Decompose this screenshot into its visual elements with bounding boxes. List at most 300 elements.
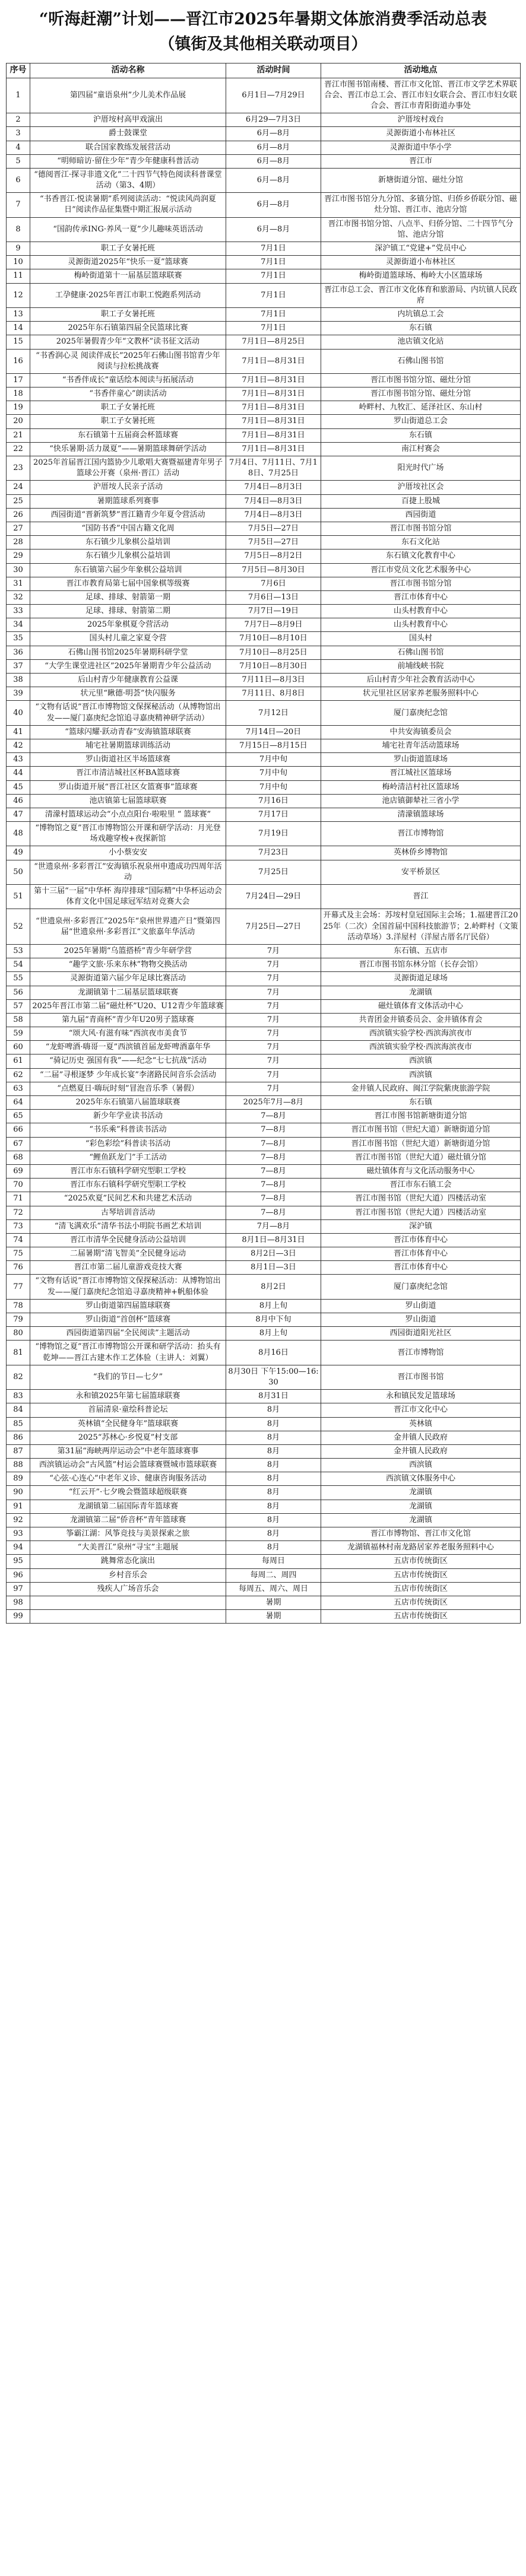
cell-time: 8月	[226, 1403, 321, 1417]
table-row	[7, 1096, 521, 1110]
cell-time: 7—8月	[226, 1179, 321, 1192]
cell-name: 晋江市东石镇科学研究型职工学校	[30, 1164, 226, 1178]
cell-no: 76	[7, 1261, 30, 1275]
cell-name: “书香润心灵 阅读伴成长”2025年石佛山图书馆青少年阅读与拉松挑战赛	[30, 349, 226, 373]
table-row	[7, 674, 521, 687]
cell-no: 30	[7, 563, 30, 577]
cell-name: “文物有话说”晋江市博物馆文保探秘活动（从博物馆出发——厦门嘉庚纪念馆追寻嘉庚精神研学活动）	[30, 701, 226, 725]
cell-name: 梅岭街道第十一届基层篮球联赛	[30, 269, 226, 283]
table-row	[7, 168, 521, 192]
cell-name: “博物馆之夏”晋江市博物馆公开课和研学活动：月光登场戏趣穿梭+夜探新馆	[30, 822, 226, 846]
cell-name: 沪厝垵村高甲戏演出	[30, 113, 226, 127]
table-row	[7, 563, 521, 577]
cell-location: 晋江	[321, 885, 521, 909]
cell-location: 沪厝垵社区会	[321, 481, 521, 494]
table-row	[7, 217, 521, 242]
cell-location: 金井镇人民政府	[321, 1431, 521, 1444]
cell-name: “书香晋江·悦读暑期”系列阅读活动：“悦读风尚润夏日”阅读作品征集暨中期汇报展示活动	[30, 193, 226, 217]
table-row	[7, 577, 521, 590]
table-row	[7, 256, 521, 269]
cell-time: 6月1日—7月29日	[226, 78, 321, 113]
cell-no: 2	[7, 113, 30, 127]
cell-time: 7月6日—13日	[226, 590, 321, 604]
cell-location: 西滨镇	[321, 1459, 521, 1472]
cell-location: 晋江市文化中心	[321, 1403, 521, 1417]
cell-name: 罗山街道“首创杯”篮球赛	[30, 1313, 226, 1327]
cell-time: 8月	[226, 1472, 321, 1486]
cell-time: 7—8月	[226, 1110, 321, 1123]
cell-no: 52	[7, 909, 30, 945]
cell-name: 东石镇第十五届商会杯篮球赛	[30, 428, 226, 442]
table-row	[7, 1110, 521, 1123]
cell-name: “心弦·心连心”中老年义诊、健康咨询服务活动	[30, 1472, 226, 1486]
table-row	[7, 1123, 521, 1137]
table-row	[7, 1041, 521, 1054]
cell-name: “2025欢夏”民间艺术和共建艺术活动	[30, 1192, 226, 1206]
cell-location: 龙湖镇	[321, 1486, 521, 1500]
cell-location: 罗山街道总工会	[321, 415, 521, 428]
cell-time: 7月4日—8月3日	[226, 481, 321, 494]
table-row	[7, 822, 521, 846]
table-row	[7, 1082, 521, 1095]
cell-time: 7月4日—8月3日	[226, 494, 321, 508]
cell-location: 中共安海镇委员会	[321, 725, 521, 739]
cell-name: “大学生课堂进社区”2025年暑期青少年公益活动	[30, 659, 226, 673]
cell-no: 65	[7, 1110, 30, 1123]
cell-time: 7月	[226, 999, 321, 1013]
table-row	[7, 141, 521, 154]
cell-time: 8月30日 下午15:00—16:30	[226, 1365, 321, 1389]
cell-no: 59	[7, 1027, 30, 1041]
cell-name: 晋江市东石镇科学研究型职工学校	[30, 1179, 226, 1192]
cell-location: 晋江市博物馆、晋江市文化馆	[321, 1527, 521, 1541]
table-row	[7, 1233, 521, 1247]
table-row	[7, 725, 521, 739]
cell-no: 39	[7, 687, 30, 701]
cell-time: 6月—8月	[226, 217, 321, 242]
table-row	[7, 1472, 521, 1486]
table-row	[7, 701, 521, 725]
cell-no: 51	[7, 885, 30, 909]
cell-time: 7月5日—27日	[226, 536, 321, 549]
table-row	[7, 242, 521, 256]
cell-time: 8月1日—3日	[226, 1261, 321, 1275]
cell-time: 每周二、周四	[226, 1568, 321, 1582]
cell-no: 90	[7, 1486, 30, 1500]
cell-no: 75	[7, 1247, 30, 1261]
cell-no: 50	[7, 860, 30, 884]
table-row	[7, 780, 521, 794]
cell-name: 职工子女暑托班	[30, 307, 226, 321]
cell-location: 晋江市图书馆分馆	[321, 522, 521, 535]
cell-time: 7月10日—8月25日	[226, 646, 321, 659]
cell-no: 36	[7, 646, 30, 659]
table-row	[7, 442, 521, 456]
cell-name: 乡村音乐会	[30, 1568, 226, 1582]
cell-name: “二届”寻根逐梦 少年成长宴”李渚路民间音乐会活动	[30, 1068, 226, 1082]
cell-time: 7月5日—8月30日	[226, 563, 321, 577]
cell-time: 6月—8月	[226, 168, 321, 192]
cell-no: 54	[7, 958, 30, 972]
cell-location: 磁灶镇体育与文化活动服务中心	[321, 1164, 521, 1178]
table-row	[7, 154, 521, 168]
cell-time: 7—8月	[226, 1206, 321, 1219]
cell-time: 7月1日—8月31日	[226, 401, 321, 415]
cell-location: 状元里社区居家养老服务照料中心	[321, 687, 521, 701]
cell-name: “龙虾啤酒·嗨哥一夏”西滨镇首届龙虾啤酒嘉年华	[30, 1041, 226, 1054]
cell-location: 西滨镇	[321, 1068, 521, 1082]
document-subtitle: （镇街及其他相关联动项目）	[159, 35, 367, 53]
cell-time: 8月	[226, 1513, 321, 1527]
cell-no: 23	[7, 456, 30, 481]
cell-location: 共青团金井镇委员会、金井镇体育会	[321, 1013, 521, 1027]
cell-time: 8月	[226, 1459, 321, 1472]
table-row	[7, 549, 521, 563]
cell-no: 61	[7, 1054, 30, 1068]
cell-location: 东石镇	[321, 1096, 521, 1110]
cell-no: 44	[7, 767, 30, 780]
cell-name: “点燃夏日·嗨玩时刻”冒泡音乐季（暑假）	[30, 1082, 226, 1095]
cell-location: 五店市传统街区	[321, 1582, 521, 1596]
cell-name: 晋江市第二届儿童游戏竞技大赛	[30, 1261, 226, 1275]
cell-no: 91	[7, 1500, 30, 1513]
cell-location: 龙湖镇	[321, 1500, 521, 1513]
cell-location: 晋江市博物馆	[321, 1341, 521, 1365]
cell-name: “国防书香”中国古籍文化周	[30, 522, 226, 535]
cell-no: 26	[7, 508, 30, 522]
cell-name: 灵源街道2025年“快乐一夏”篮球赛	[30, 256, 226, 269]
cell-location: 五店市传统街区	[321, 1596, 521, 1609]
cell-no: 67	[7, 1137, 30, 1151]
table-row	[7, 127, 521, 141]
cell-no: 21	[7, 428, 30, 442]
cell-name: “书香伴成长”童话绘本阅读与拓展活动	[30, 373, 226, 387]
cell-time: 8月16日	[226, 1341, 321, 1365]
cell-name: 埔宅社暑期篮球训练活动	[30, 739, 226, 752]
table-body	[7, 78, 521, 1624]
cell-name: “清飞满欢乐”清华书法小明院书画艺术培训	[30, 1219, 226, 1233]
cell-no: 69	[7, 1164, 30, 1178]
cell-name: “鲤鱼跃龙门”手工活动	[30, 1151, 226, 1164]
cell-no: 93	[7, 1527, 30, 1541]
table-row	[7, 1513, 521, 1527]
cell-location: 晋江城社区篮球场	[321, 767, 521, 780]
cell-time: 7—8月	[226, 1164, 321, 1178]
table-row	[7, 1027, 521, 1041]
cell-time: 7月	[226, 1082, 321, 1095]
table-row	[7, 972, 521, 986]
table-row	[7, 1054, 521, 1068]
cell-name: 石佛山图书馆2025年暑期科研学堂	[30, 646, 226, 659]
cell-time: 7月19日	[226, 822, 321, 846]
cell-name: 爵士鼓课堂	[30, 127, 226, 141]
cell-time: 7月5日—8月2日	[226, 549, 321, 563]
cell-name: “彩色彩绘”科普读书活动	[30, 1137, 226, 1151]
table-row	[7, 1500, 521, 1513]
cell-no: 87	[7, 1444, 30, 1458]
cell-location: 东石镇文化教育中心	[321, 549, 521, 563]
cell-name: 暑期篮球系列赛事	[30, 494, 226, 508]
table-row	[7, 753, 521, 767]
cell-name: 罗山街道社区半场篮球赛	[30, 753, 226, 767]
cell-name: 国头村儿童之家夏令营	[30, 632, 226, 646]
cell-time: 每周日	[226, 1555, 321, 1568]
cell-name: 2025年暑假青少年“文教杯”读书征文活动	[30, 335, 226, 349]
cell-no: 8	[7, 217, 30, 242]
cell-time: 7月15日—8月15日	[226, 739, 321, 752]
cell-no: 32	[7, 590, 30, 604]
cell-time: 7月23日	[226, 846, 321, 860]
cell-no: 63	[7, 1082, 30, 1095]
cell-time: 7月	[226, 1013, 321, 1027]
cell-location: 东石文化站	[321, 536, 521, 549]
cell-name: 跳舞常态化演出	[30, 1555, 226, 1568]
cell-name: 东石镇少儿象棋公益培训	[30, 549, 226, 563]
cell-no: 73	[7, 1219, 30, 1233]
cell-time: 8月	[226, 1527, 321, 1541]
table-row	[7, 739, 521, 752]
cell-location: 阳光时代广场	[321, 456, 521, 481]
cell-name: “世遗泉州·多彩晋江”2025年“泉州世界遗产日”暨第四届“世遗泉州·多彩晋江”文旅嘉年华活动	[30, 909, 226, 945]
cell-name: 第十三届“一届”中华杯 海岸排球“国际精”中华杯运动会体育文化中国足球冠军结对竞赛大会	[30, 885, 226, 909]
cell-time: 7月中旬	[226, 767, 321, 780]
cell-no: 24	[7, 481, 30, 494]
table-row	[7, 1179, 521, 1192]
cell-no: 18	[7, 387, 30, 401]
cell-name: “快乐暑期·活力晟夏”——暑期篮球舞研学活动	[30, 442, 226, 456]
cell-name: “颂大风·有滋有味”西滨夜市美食节	[30, 1027, 226, 1041]
cell-time: 7月17日	[226, 808, 321, 821]
table-row	[7, 1013, 521, 1027]
table-row	[7, 687, 521, 701]
cell-time: 7月	[226, 972, 321, 986]
table-row	[7, 909, 521, 945]
cell-location: 金井镇人民政府、闽江学院紫庚旅游学院	[321, 1082, 521, 1095]
cell-time: 7月1日—8月31日	[226, 428, 321, 442]
cell-no: 33	[7, 605, 30, 618]
cell-name: 职工子女暑托班	[30, 242, 226, 256]
cell-time: 8月	[226, 1431, 321, 1444]
cell-location: 南江村赛会	[321, 442, 521, 456]
cell-no: 79	[7, 1313, 30, 1327]
cell-time: 7月25日	[226, 860, 321, 884]
cell-location: 新塘街道分馆、磁灶分馆	[321, 168, 521, 192]
cell-no: 5	[7, 154, 30, 168]
cell-location: 晋江市图书馆分九分馆、多镇分馆、归侨乡侨联分馆、磁灶分馆、晋江市、池店分馆	[321, 193, 521, 217]
cell-name: 英林镇“全民健身年”篮球联赛	[30, 1417, 226, 1431]
cell-name: 第31届“海峡两岸运动会”中老年篮球赛事	[30, 1444, 226, 1458]
cell-name: 足球、排球、射箭第一期	[30, 590, 226, 604]
cell-time: 7月	[226, 1054, 321, 1068]
cell-location: 沪厝垵村戏台	[321, 113, 521, 127]
cell-location: 晋江市图书馆南楼、晋江市文化馆、晋江市文学艺术界联合会、晋江市总工会、晋江市妇女联合会、晋江市妇女联合会、晋江市青阳街道办事处	[321, 78, 521, 113]
cell-time: 7月	[226, 986, 321, 999]
cell-location: 晋江市	[321, 154, 521, 168]
cell-time: 2025年7月—8月	[226, 1096, 321, 1110]
table-row	[7, 1486, 521, 1500]
cell-no: 46	[7, 794, 30, 808]
cell-time: 暑期	[226, 1610, 321, 1624]
cell-time: 7月10日—8月30日	[226, 659, 321, 673]
cell-time: 8月	[226, 1444, 321, 1458]
cell-location: 国头村	[321, 632, 521, 646]
cell-no: 95	[7, 1555, 30, 1568]
cell-no: 31	[7, 577, 30, 590]
cell-location: 灵源街道小布林社区	[321, 127, 521, 141]
cell-location: 深沪镇	[321, 1219, 521, 1233]
cell-location: 山头村教育中心	[321, 618, 521, 632]
table-row	[7, 1555, 521, 1568]
table-row	[7, 808, 521, 821]
cell-no: 37	[7, 659, 30, 673]
cell-name: “骑记历史 强国有我”——纪念“七七抗战”活动	[30, 1054, 226, 1068]
cell-no: 17	[7, 373, 30, 387]
table-row	[7, 1151, 521, 1164]
cell-time: 7—8月	[226, 1192, 321, 1206]
cell-no: 10	[7, 256, 30, 269]
cell-location: 晋江市东石镇工会	[321, 1179, 521, 1192]
cell-time: 7月24日—29日	[226, 885, 321, 909]
table-row	[7, 632, 521, 646]
table-row	[7, 794, 521, 808]
cell-no: 94	[7, 1541, 30, 1555]
cell-time: 暑期	[226, 1596, 321, 1609]
cell-name: 2025年东石镇第四届全民篮球比赛	[30, 322, 226, 335]
cell-name: 足球、排球、射箭第二期	[30, 605, 226, 618]
table-row	[7, 1527, 521, 1541]
table-row	[7, 885, 521, 909]
cell-location: 晋江市图书馆（世纪大道）四楼活动室	[321, 1192, 521, 1206]
cell-location: 晋江市图书馆分馆、磁灶分馆	[321, 373, 521, 387]
cell-time: 7—8月	[226, 1151, 321, 1164]
cell-no: 66	[7, 1123, 30, 1137]
cell-name: 西园街道“晋新筑梦”晋江籍青少年夏令营活动	[30, 508, 226, 522]
table-row	[7, 1137, 521, 1151]
cell-name: 新少年学业读书活动	[30, 1110, 226, 1123]
cell-no: 58	[7, 1013, 30, 1027]
cell-time: 8月上旬	[226, 1299, 321, 1313]
table-row	[7, 999, 521, 1013]
table-row	[7, 1313, 521, 1327]
table-row	[7, 1365, 521, 1389]
cell-name: 龙湖镇第二届“侨音杯”青年篮球赛	[30, 1513, 226, 1527]
cell-no: 56	[7, 986, 30, 999]
table-row	[7, 605, 521, 618]
cell-no: 86	[7, 1431, 30, 1444]
cell-name: 沪厝垵人民亲子活动	[30, 481, 226, 494]
cell-no: 49	[7, 846, 30, 860]
cell-name: “明师暗访·留住少年”青少年健康科普活动	[30, 154, 226, 168]
cell-time: 7月1日—8月31日	[226, 373, 321, 387]
cell-location: 东石镇	[321, 428, 521, 442]
table-row	[7, 349, 521, 373]
cell-name: “博物馆之夏”晋江市博物馆公开课和研学活动：抬头有乾坤——晋江古建木作工艺体验（主讲人：刘翼）	[30, 1341, 226, 1365]
cell-location: 百捷上股城	[321, 494, 521, 508]
cell-name	[30, 1596, 226, 1609]
cell-no: 27	[7, 522, 30, 535]
cell-no: 98	[7, 1596, 30, 1609]
cell-time: 7月	[226, 1068, 321, 1082]
cell-no: 9	[7, 242, 30, 256]
cell-no: 19	[7, 401, 30, 415]
table-row	[7, 1582, 521, 1596]
cell-location: 开幕式及主会场：苏垵村皇冠国际主会场；1.福建晋江2025年（二次）全国首届中国科技旅游节；2.岭畔村（文策活动草场）3.洋屋村（洋屋古厝名厅民俗）	[321, 909, 521, 945]
cell-name: 晋江市清华全民健身活动公益培训	[30, 1233, 226, 1247]
cell-no: 92	[7, 1513, 30, 1527]
cell-name: “文物有话说”晋江市博物馆文保探秘活动：从博物馆出发——厦门嘉庚纪念馆追寻嘉庚精神+帆船体验	[30, 1275, 226, 1299]
cell-name: 西园街道第四届“全民阅读”主题活动	[30, 1327, 226, 1341]
cell-no: 42	[7, 739, 30, 752]
cell-no: 11	[7, 269, 30, 283]
cell-name: 状元里“瞅德·明荟”快闪服务	[30, 687, 226, 701]
cell-location: 英林侨乡博物馆	[321, 846, 521, 860]
cell-name: 联合国家教练发展营活动	[30, 141, 226, 154]
table-row	[7, 1459, 521, 1472]
cell-location: 罗山街道篮球场	[321, 753, 521, 767]
cell-no: 6	[7, 168, 30, 192]
cell-name: 晋江市清洁城社区杯BA篮球赛	[30, 767, 226, 780]
cell-time: 6月29—7月3日	[226, 113, 321, 127]
cell-location: 梅岭清洁村社区篮球场	[321, 780, 521, 794]
table-row	[7, 508, 521, 522]
cell-no: 60	[7, 1041, 30, 1054]
cell-name: 灵源街道第六届少年足球比赛活动	[30, 972, 226, 986]
cell-no: 53	[7, 944, 30, 958]
cell-location: 西园街道阳光社区	[321, 1327, 521, 1341]
table-row	[7, 335, 521, 349]
cell-no: 78	[7, 1299, 30, 1313]
table-row	[7, 1206, 521, 1219]
cell-no: 45	[7, 780, 30, 794]
cell-no: 34	[7, 618, 30, 632]
cell-location: 岭畔村、九牧汇、延泽社区、东山村	[321, 401, 521, 415]
cell-location: 灵源街道小布林社区	[321, 256, 521, 269]
cell-time: 6月—8月	[226, 127, 321, 141]
cell-time: 8月	[226, 1417, 321, 1431]
table-row	[7, 1261, 521, 1275]
cell-location: 灵源街道中华小学	[321, 141, 521, 154]
cell-no: 85	[7, 1417, 30, 1431]
table-row	[7, 860, 521, 884]
cell-location: 晋江市图书馆新塘街道分馆	[321, 1110, 521, 1123]
table-row	[7, 113, 521, 127]
cell-location: 石佛山图书馆	[321, 349, 521, 373]
cell-time: 7月1日—8月25日	[226, 335, 321, 349]
cell-no: 97	[7, 1582, 30, 1596]
cell-name: “篮球闪耀·跃动青春”安海镇篮球联赛	[30, 725, 226, 739]
cell-time: 7月4日—8月3日	[226, 508, 321, 522]
table-row	[7, 1417, 521, 1431]
cell-no: 41	[7, 725, 30, 739]
cell-location: 西滨镇	[321, 1054, 521, 1068]
cell-name: 2025年象棋夏令营活动	[30, 618, 226, 632]
cell-name: 永和镇2025年第七届篮球联赛	[30, 1390, 226, 1403]
cell-name: “德阅晋江·探寻非遗文化”二十四节气特色阅读科普课堂活动（第3、4期）	[30, 168, 226, 192]
table-row	[7, 428, 521, 442]
cell-name: “红云开”·七夕晚会暨篮球超级联赛	[30, 1486, 226, 1500]
cell-time: 7月	[226, 1027, 321, 1041]
cell-name: 龙湖镇第二届国际青年篮球赛	[30, 1500, 226, 1513]
table-row	[7, 1390, 521, 1403]
cell-location: 前埔线峡书院	[321, 659, 521, 673]
cell-no: 82	[7, 1365, 30, 1389]
table-row	[7, 307, 521, 321]
cell-no: 25	[7, 494, 30, 508]
cell-name: 2025年暑期“乌篮搭桥”青少年研学营	[30, 944, 226, 958]
cell-name: 职工子女暑托班	[30, 415, 226, 428]
cell-location: 山头村教育中心	[321, 605, 521, 618]
cell-name: 罗山街道第四届篮球联赛	[30, 1299, 226, 1313]
